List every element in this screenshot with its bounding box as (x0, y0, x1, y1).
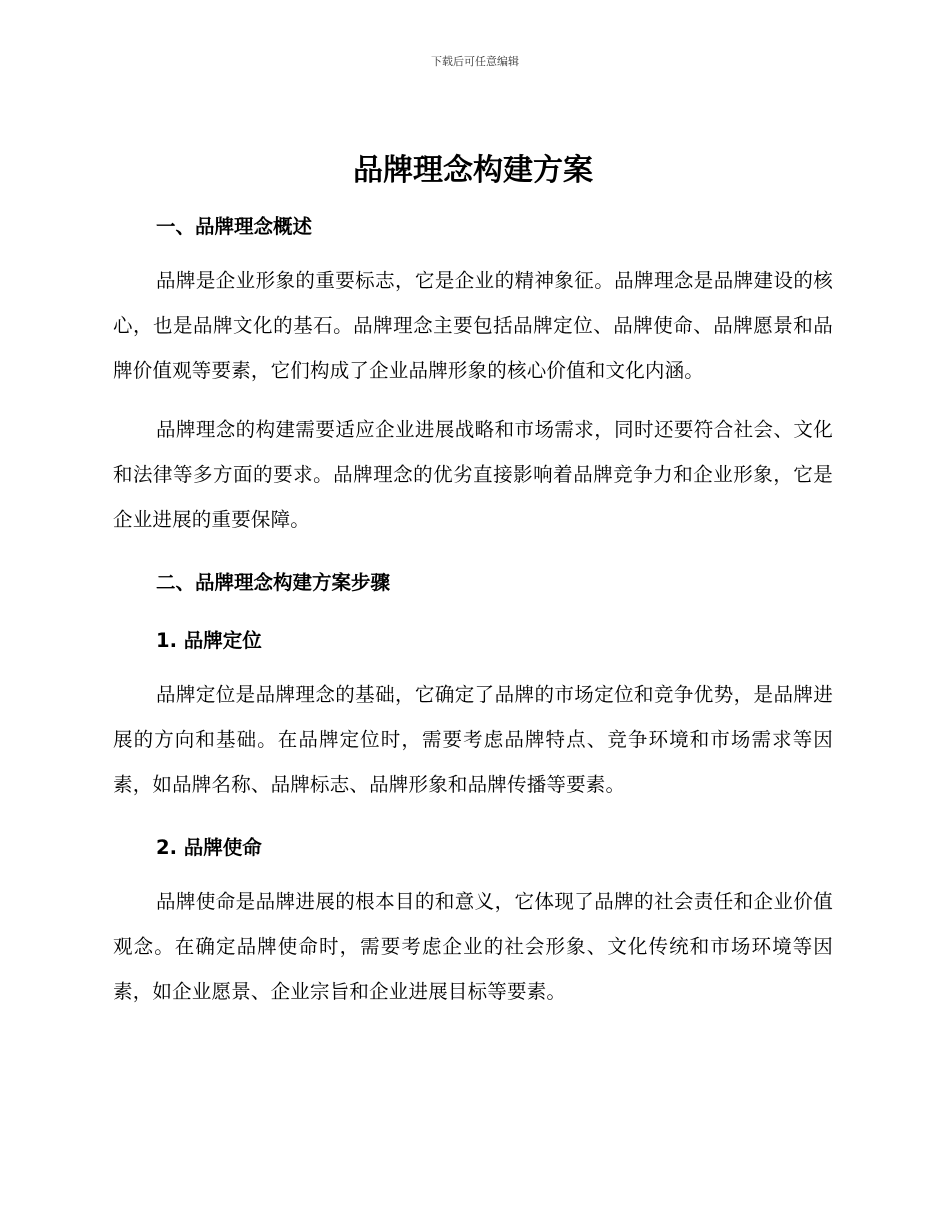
paragraph-positioning: 品牌定位是品牌理念的基础，它确定了品牌的市场定位和竞争优势，是品牌进展的方向和基础。在品牌定位时，需要考虑品牌特点、竞争环境和市场需求等因素，如品牌名称、品牌标志、品牌形象和品牌传播等要素。 (113, 683, 833, 796)
subsection-heading-mission: 2. 品牌使命 (156, 836, 262, 859)
subsection-heading-positioning: 1. 品牌定位 (156, 629, 262, 652)
document-title: 品牌理念构建方案 (353, 153, 593, 188)
paragraph-mission: 品牌使命是品牌进展的根本目的和意义，它体现了品牌的社会责任和企业价值观念。在确定品牌使命时，需要考虑企业的社会形象、文化传统和市场环境等因素，如企业愿景、企业宗旨和企业进展目标等要素。 (113, 890, 833, 1003)
section-heading-overview: 一、品牌理念概述 (156, 215, 313, 238)
paragraph-overview-1: 品牌是企业形象的重要标志，它是企业的精神象征。品牌理念是品牌建设的核心，也是品牌文化的基石。品牌理念主要包括品牌定位、品牌使命、品牌愿景和品牌价值观等要素，它们构成了企业品牌形象的核心价值和文化内涵。 (113, 269, 833, 382)
paragraph-overview-2: 品牌理念的构建需要适应企业进展战略和市场需求，同时还要符合社会、文化和法律等多方面的要求。品牌理念的优劣直接影响着品牌竞争力和企业形象，它是企业进展的重要保障。 (113, 418, 833, 531)
section-heading-steps: 二、品牌理念构建方案步骤 (156, 571, 391, 594)
page-header-note: 下载后可任意编辑 (431, 55, 519, 68)
document-body (113, 146, 833, 1014)
